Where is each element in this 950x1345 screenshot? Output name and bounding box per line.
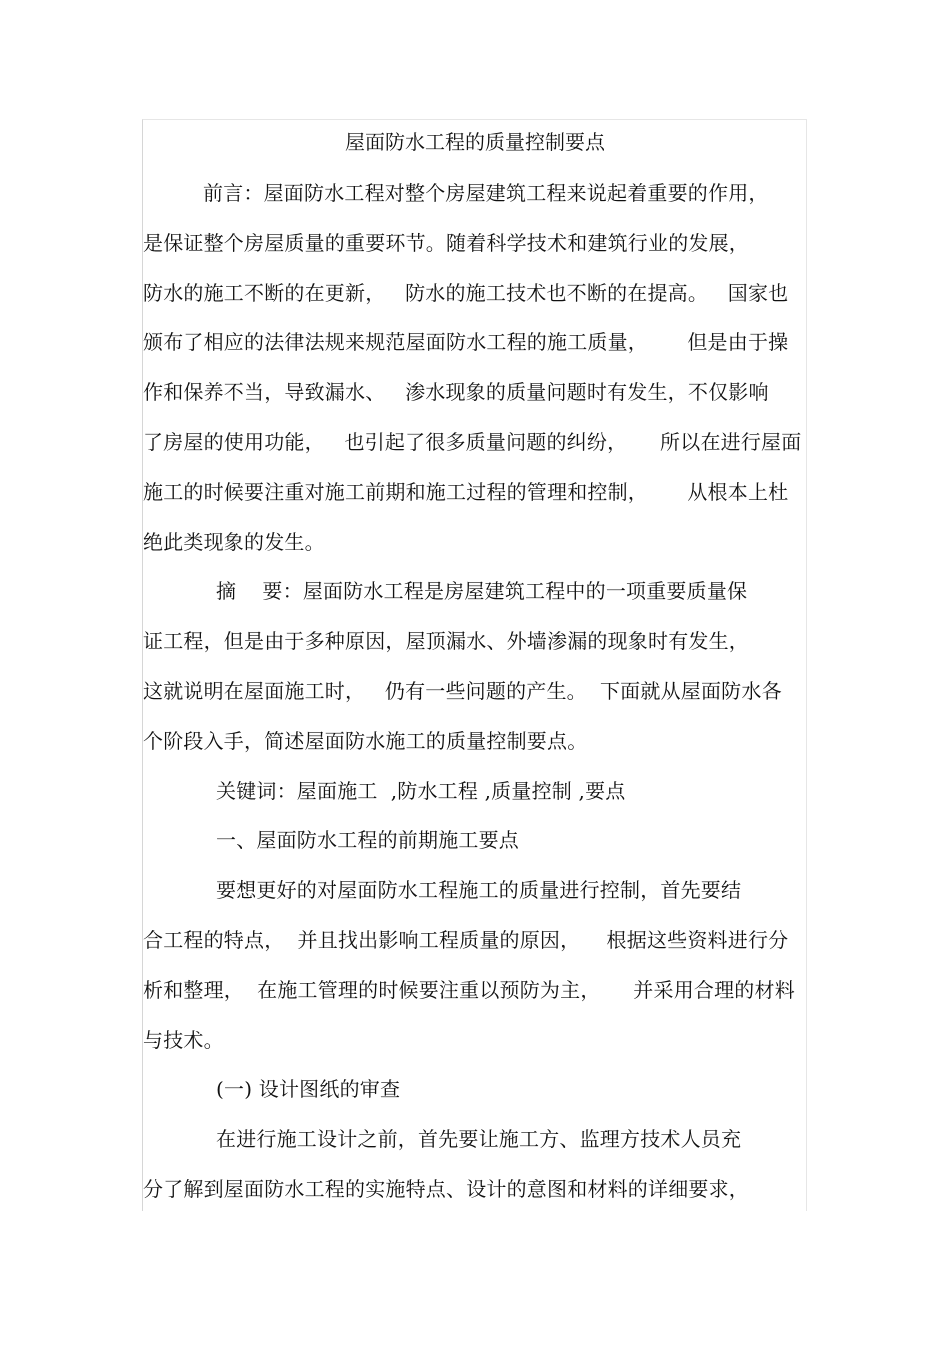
section-1-line-3: 析和整理， 在施工管理的时候要注重以预防为主， 并采用合理的材料 (143, 978, 795, 1002)
preface-line-3: 防水的施工不断的在更新， 防水的施工技术也不断的在提高。 国家也 (143, 281, 789, 305)
section-1-line-1: 要想更好的对屋面防水工程施工的质量进行控制，首先要结 (216, 878, 742, 902)
subsection-1-line-1: 在进行施工设计之前，首先要让施工方、监理方技术人员充 (216, 1127, 742, 1151)
subsection-heading-1: (一) 设计图纸的审查 (216, 1077, 401, 1101)
section-1-line-4: 与技术。 (143, 1028, 224, 1052)
document-title: 屋面防水工程的质量控制要点 (345, 130, 605, 154)
abstract-line-3: 这就说明在屋面施工时， 仍有一些问题的产生。 下面就从屋面防水各 (143, 679, 782, 703)
preface-line-8: 绝此类现象的发生。 (143, 530, 325, 554)
abstract-line-1: 摘 要：屋面防水工程是房屋建筑工程中的一项重要质量保 (216, 579, 748, 603)
section-1-line-2: 合工程的特点， 并且找出影响工程质量的原因， 根据这些资料进行分 (143, 928, 789, 952)
subsection-1-line-2: 分了解到屋面防水工程的实施特点、设计的意图和材料的详细要求， (143, 1177, 749, 1201)
abstract-line-2: 证工程，但是由于多种原因，屋顶漏水、外墙渗漏的现象时有发生， (143, 629, 749, 653)
keywords-line: 关键词：屋面施工 ,防水工程 ,质量控制 ,要点 (216, 779, 626, 803)
preface-line-4: 颁布了相应的法律法规来规范屋面防水工程的施工质量， 但是由于操 (143, 330, 789, 354)
preface-line-2: 是保证整个房屋质量的重要环节。随着科学技术和建筑行业的发展， (143, 231, 749, 255)
preface-line-1: 前言：屋面防水工程对整个房屋建筑工程来说起着重要的作用， (203, 181, 769, 205)
abstract-line-4: 个阶段入手，简述屋面防水施工的质量控制要点。 (143, 729, 588, 753)
section-heading-1: 一、屋面防水工程的前期施工要点 (216, 828, 519, 852)
preface-line-6: 了房屋的使用功能， 也引起了很多质量问题的纠纷， 所以在进行屋面 (143, 430, 802, 454)
preface-line-7: 施工的时候要注重对施工前期和施工过程的管理和控制， 从根本上杜 (143, 480, 789, 504)
preface-line-5: 作和保养不当，导致漏水、 渗水现象的质量问题时有发生，不仅影响 (143, 380, 769, 404)
